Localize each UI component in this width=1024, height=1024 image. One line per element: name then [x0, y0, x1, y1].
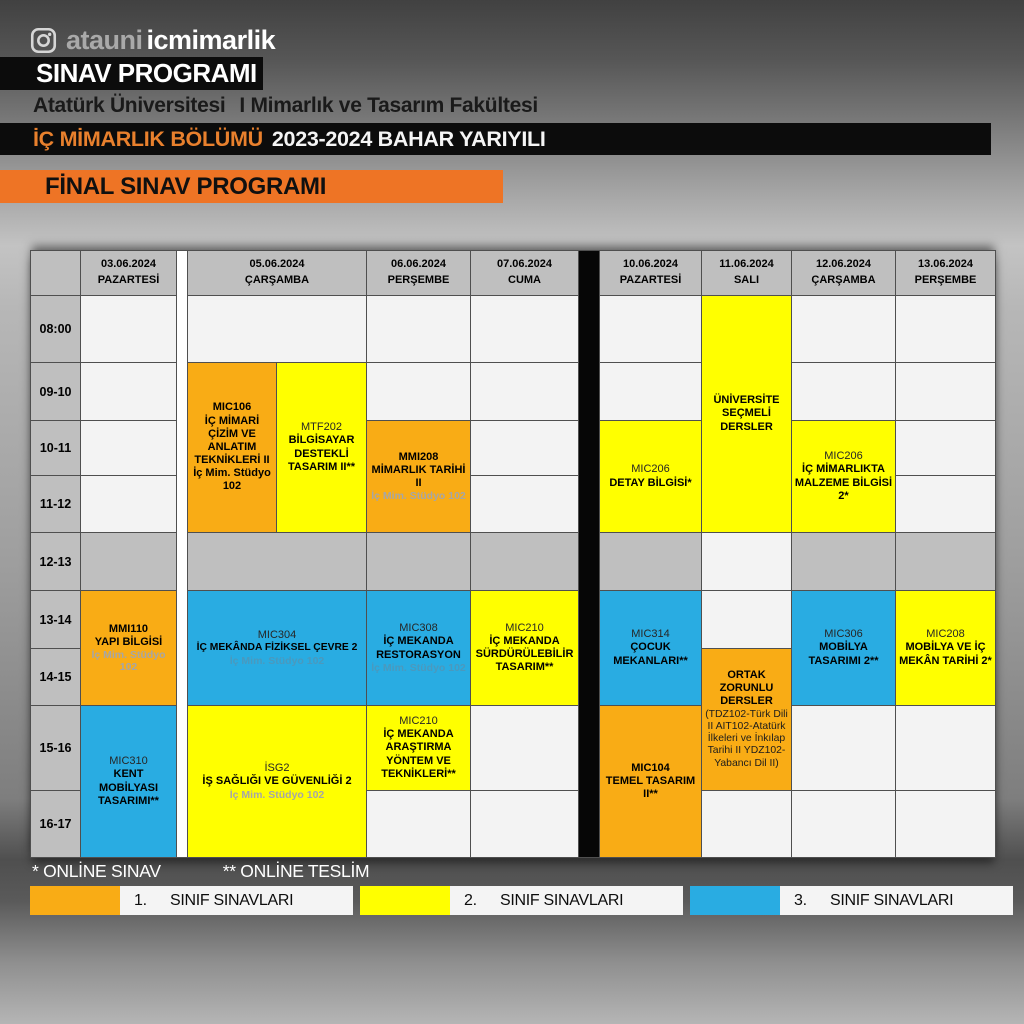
university-name: Atatürk Üniversitesi: [33, 94, 226, 117]
exam-title: İÇ MİMARİ ÇİZİM VE ANLATIM TEKNİKLERİ II: [194, 414, 270, 467]
day-name: PAZARTESİ: [619, 274, 682, 286]
exam-location: İç Mim. Stüdyo 102: [229, 788, 325, 801]
exam-code: MMI208: [398, 450, 439, 463]
exam-mic310: [81, 706, 177, 858]
exam-location: İç Mim. Stüdyo 102: [91, 649, 166, 674]
legend-item-grade3: [690, 886, 1013, 915]
exam-mic104: [600, 706, 702, 858]
time-slot-label: 16-17: [31, 791, 81, 858]
empty-slot: [792, 791, 896, 858]
exam-title: MOBİLYA VE İÇ MEKÂN TARİHİ 2*: [899, 641, 992, 667]
exam-location: İç Mim. Stüdyo 102: [229, 654, 325, 667]
exam-title: İÇ MİMARLIKTA MALZEME BİLGİSİ 2*: [794, 463, 893, 502]
exam-title: BİLGİSAYAR DESTEKLİ TASARIM II**: [287, 434, 356, 473]
exam-title: ÇOCUK MEKANLARI**: [613, 641, 688, 667]
exam-code: MIC208: [926, 628, 965, 641]
legend-swatch-grade1: [30, 886, 120, 915]
time-slot-label: 14-15: [31, 649, 81, 706]
day-date: 07.06.2024: [496, 258, 553, 271]
day-header: [600, 251, 702, 296]
exam-mic314: [600, 591, 702, 706]
legend-number: 2.: [464, 891, 477, 909]
legend-label: [780, 886, 1013, 915]
exam-title: DETAY BİLGİSİ*: [609, 476, 692, 489]
exam-title: İÇ MEKANDA RESTORASYON: [376, 635, 461, 661]
exam-ortak-zorunlu: [702, 649, 792, 791]
legend-text: SINIF SINAVLARI: [170, 891, 294, 909]
program-title-bar: FİNAL SINAV PROGRAMI: [0, 170, 503, 203]
exam-detail: (TDZ102-Türk Dili II AIT102-Atatürk İlkeleri ve İnkılap Tarihi II YDZ102-Yabancı Dil II): [705, 708, 788, 769]
empty-slot: [81, 476, 177, 533]
empty-slot: [896, 791, 996, 858]
empty-slot: [896, 363, 996, 421]
day-header: [471, 251, 579, 296]
exam-isg2: [188, 706, 367, 858]
legend-swatch-grade3: [690, 886, 780, 915]
exam-universite-secmeli: [702, 296, 792, 533]
exam-title: TEMEL TASARIM II**: [605, 774, 696, 801]
exam-mic304: [188, 591, 367, 706]
exam-location: İç Mim. Stüdyo 102: [371, 490, 466, 503]
day-date: 12.06.2024: [815, 258, 872, 271]
day-date: 03.06.2024: [100, 258, 157, 271]
corner-cell: [31, 251, 81, 296]
exam-code: MIC314: [631, 628, 670, 641]
empty-slot: [367, 363, 471, 421]
empty-slot: [896, 421, 996, 476]
day-date: 05.06.2024: [249, 258, 305, 271]
exam-title: KENT MOBİLYASI TASARIMI**: [98, 768, 159, 807]
instagram-handle: [30, 25, 275, 56]
time-slot-label: 12-13: [31, 533, 81, 591]
time-slot-label: 13-14: [31, 591, 81, 649]
empty-slot: [600, 363, 702, 421]
legend-item-grade1: [30, 886, 353, 915]
empty-slot: [81, 421, 177, 476]
time-slot-label: 09-10: [31, 363, 81, 421]
legend-number: 1.: [134, 891, 147, 909]
affiliation-line: [33, 94, 538, 118]
exam-mic308: [367, 591, 471, 706]
legend-item-grade2: [360, 886, 683, 915]
exam-title: MOBİLYA TASARIMI 2**: [808, 641, 879, 667]
empty-slot: [792, 363, 896, 421]
exam-code: MIC306: [824, 628, 863, 641]
week-separator: [579, 251, 600, 858]
exam-code: MTF202: [301, 421, 342, 434]
break-slot: [81, 533, 177, 591]
exam-title: İŞ SAĞLIĞI VE GÜVENLİĞİ 2: [202, 775, 352, 788]
legend-swatch-grade2: [360, 886, 450, 915]
time-slot-label: 11-12: [31, 476, 81, 533]
day-header: [81, 251, 177, 296]
empty-slot: [896, 706, 996, 791]
day-name: PERŞEMBE: [914, 274, 977, 286]
break-slot: [367, 533, 471, 591]
exam-code: MIC206: [824, 450, 863, 463]
empty-slot: [471, 363, 579, 421]
exam-title: MİMARLIK TARİHİ II: [371, 463, 466, 490]
time-slot-label: 15-16: [31, 706, 81, 791]
exam-title: YAPI BİLGİSİ: [94, 635, 163, 648]
break-slot: [188, 533, 367, 591]
exam-title: ORTAK ZORUNLU DERSLER: [719, 669, 774, 708]
exam-code: MIC210: [399, 715, 438, 728]
empty-slot: [896, 476, 996, 533]
footnotes: [32, 861, 369, 882]
exam-code: MIC206: [631, 463, 670, 476]
exam-mmi208: [367, 421, 471, 533]
page-title: SINAV PROGRAMI: [0, 57, 263, 90]
break-slot: [471, 533, 579, 591]
day-name: ÇARŞAMBA: [244, 274, 310, 286]
empty-slot: [81, 296, 177, 363]
exam-mmi110: [81, 591, 177, 706]
faculty-name: I Mimarlık ve Tasarım Fakültesi: [239, 94, 538, 117]
department-name: İÇ MİMARLIK BÖLÜMÜ: [33, 126, 263, 151]
break-slot: [600, 533, 702, 591]
legend-label: [120, 886, 353, 915]
exam-code: MMI110: [108, 622, 149, 635]
exam-mic206-detay: [600, 421, 702, 533]
empty-slot: [367, 791, 471, 858]
day-date: 10.06.2024: [622, 258, 679, 271]
day-header: [367, 251, 471, 296]
exam-code: MIC210: [505, 621, 544, 634]
instagram-account-prefix: atauni: [66, 25, 143, 55]
day-date: 11.06.2024: [719, 258, 774, 271]
day-date: 06.06.2024: [390, 258, 447, 271]
empty-slot: [702, 791, 792, 858]
exam-title: İÇ MEKÂNDA FİZİKSEL ÇEVRE 2: [196, 642, 358, 654]
exam-location: İç Mim. Stüdyo 102: [371, 661, 466, 674]
exam-mic210-arastirma: [367, 706, 471, 791]
empty-slot: [81, 363, 177, 421]
day-name: SALI: [733, 274, 760, 286]
exam-mic106: [188, 363, 277, 533]
exam-title: İÇ MEKANDA SÜRDÜRÜLEBİLİR TASARIM**: [475, 634, 574, 674]
break-slot: [792, 533, 896, 591]
exam-code: MIC106: [212, 401, 252, 414]
day-date: 13.06.2024: [917, 258, 974, 271]
instagram-account-name: icmimarlik: [146, 25, 276, 55]
empty-slot: [792, 296, 896, 363]
exam-mic206-malzeme: [792, 421, 896, 533]
empty-slot: [471, 476, 579, 533]
day-header: [896, 251, 996, 296]
day-name: CUMA: [508, 274, 541, 286]
empty-slot: [188, 296, 367, 363]
empty-slot: [367, 296, 471, 363]
exam-title: ÜNİVERSİTE SEÇMELİ DERSLER: [713, 394, 780, 433]
note-online-exam: * ONLİNE SINAV: [32, 861, 161, 881]
time-slot-label: 10-11: [31, 421, 81, 476]
note-online-submission: ** ONLİNE TESLİM: [222, 861, 370, 881]
exam-mic208: [896, 591, 996, 706]
day-header: [792, 251, 896, 296]
schedule-table: [30, 250, 996, 858]
legend-text: SINIF SINAVLARI: [500, 891, 624, 909]
time-slot-label: 08:00: [31, 296, 81, 363]
semester-label: 2023-2024 BAHAR YARIYILI: [271, 126, 546, 151]
day-header: [702, 251, 792, 296]
department-bar: [0, 123, 991, 155]
instagram-icon: [30, 27, 57, 54]
exam-location: İç Mim. Stüdyo 102: [193, 467, 271, 493]
empty-slot: [792, 706, 896, 791]
empty-slot: [471, 421, 579, 476]
empty-slot: [600, 296, 702, 363]
empty-slot: [702, 533, 792, 591]
exam-mtf202: [277, 363, 367, 533]
exam-code: MIC104: [631, 761, 670, 774]
day-name: ÇARŞAMBA: [811, 274, 876, 286]
empty-slot: [896, 296, 996, 363]
legend: [30, 886, 1013, 915]
legend-label: [450, 886, 683, 915]
legend-number: 3.: [794, 891, 807, 909]
exam-mic210-surdurulebilir: [471, 591, 579, 706]
exam-code: İSG2: [264, 762, 290, 775]
day-header: [188, 251, 367, 296]
empty-slot: [702, 591, 792, 649]
exam-code: MIC304: [257, 629, 297, 642]
day-name: PERŞEMBE: [387, 274, 450, 286]
empty-slot: [471, 296, 579, 363]
exam-code: MIC308: [399, 622, 438, 635]
column-gap: [177, 251, 188, 858]
exam-title: İÇ MEKANDA ARAŞTIRMA YÖNTEM VE TEKNİKLERİ**: [381, 728, 456, 780]
legend-text: SINIF SINAVLARI: [830, 891, 954, 909]
exam-mic306: [792, 591, 896, 706]
day-name: PAZARTESİ: [97, 274, 160, 286]
break-slot: [896, 533, 996, 591]
empty-slot: [471, 791, 579, 858]
empty-slot: [471, 706, 579, 791]
exam-code: MIC310: [109, 755, 148, 768]
